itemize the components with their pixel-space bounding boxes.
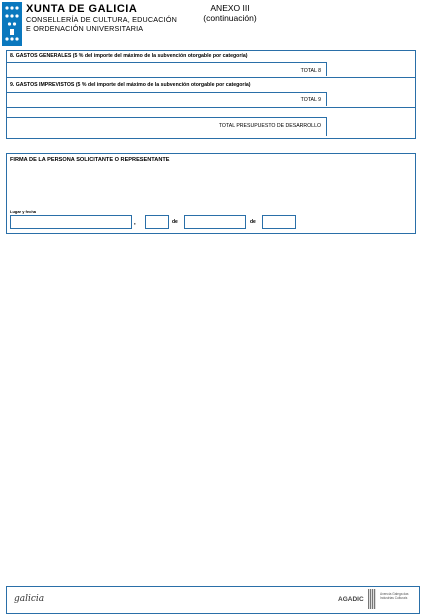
annex-title: ANEXO III bbox=[210, 3, 250, 13]
total-budget-label: TOTAL PRESUPUESTO DE DESARROLLO bbox=[218, 123, 321, 129]
galicia-logo: galicia bbox=[14, 594, 45, 604]
agadic-mark-icon bbox=[368, 589, 376, 609]
row-divider bbox=[6, 77, 416, 78]
total-8-label: TOTAL 8 bbox=[300, 68, 321, 74]
de-label-1: de bbox=[172, 219, 178, 225]
place-date-label: Lugar y fecha bbox=[10, 209, 37, 214]
place-input[interactable] bbox=[10, 215, 132, 229]
xunta-coat-of-arms-icon bbox=[2, 2, 22, 46]
department-line-2: E ORDENACIÓN UNIVERSITARIA bbox=[26, 24, 144, 33]
comma-separator: , bbox=[134, 220, 136, 226]
section-8-heading: 8. GASTOS GENERALES (5 % del importe del máximo de la subvención otorgable por categoría) bbox=[10, 53, 248, 59]
agadic-subtitle: Axencia Galega das Industrias Culturais bbox=[380, 592, 409, 600]
department-line-1: CONSELLERÍA DE CULTURA, EDUCACIÓN bbox=[26, 15, 178, 24]
signature-title: FIRMA DE LA PERSONA SOLICITANTE O REPRESENTANTE bbox=[10, 157, 170, 163]
agadic-logo: AGADIC bbox=[338, 596, 364, 603]
section-9-heading: 9. GASTOS IMPREVISTOS (5 % del importe del máximo de la subvención otorgable por categoría) bbox=[10, 82, 251, 88]
org-name: XUNTA DE GALICIA bbox=[26, 3, 138, 15]
annex-subtitle: (continuación) bbox=[203, 13, 257, 23]
total-budget-field[interactable] bbox=[326, 117, 415, 136]
month-input[interactable] bbox=[184, 215, 246, 229]
de-label-2: de bbox=[250, 219, 256, 225]
row-divider bbox=[6, 107, 416, 108]
total-8-field[interactable] bbox=[326, 62, 415, 76]
total-9-field[interactable] bbox=[326, 92, 415, 106]
annex-heading bbox=[190, 3, 270, 23]
day-input[interactable] bbox=[145, 215, 169, 229]
year-input[interactable] bbox=[262, 215, 296, 229]
department-name bbox=[26, 15, 186, 33]
total-9-label: TOTAL 9 bbox=[300, 97, 321, 103]
